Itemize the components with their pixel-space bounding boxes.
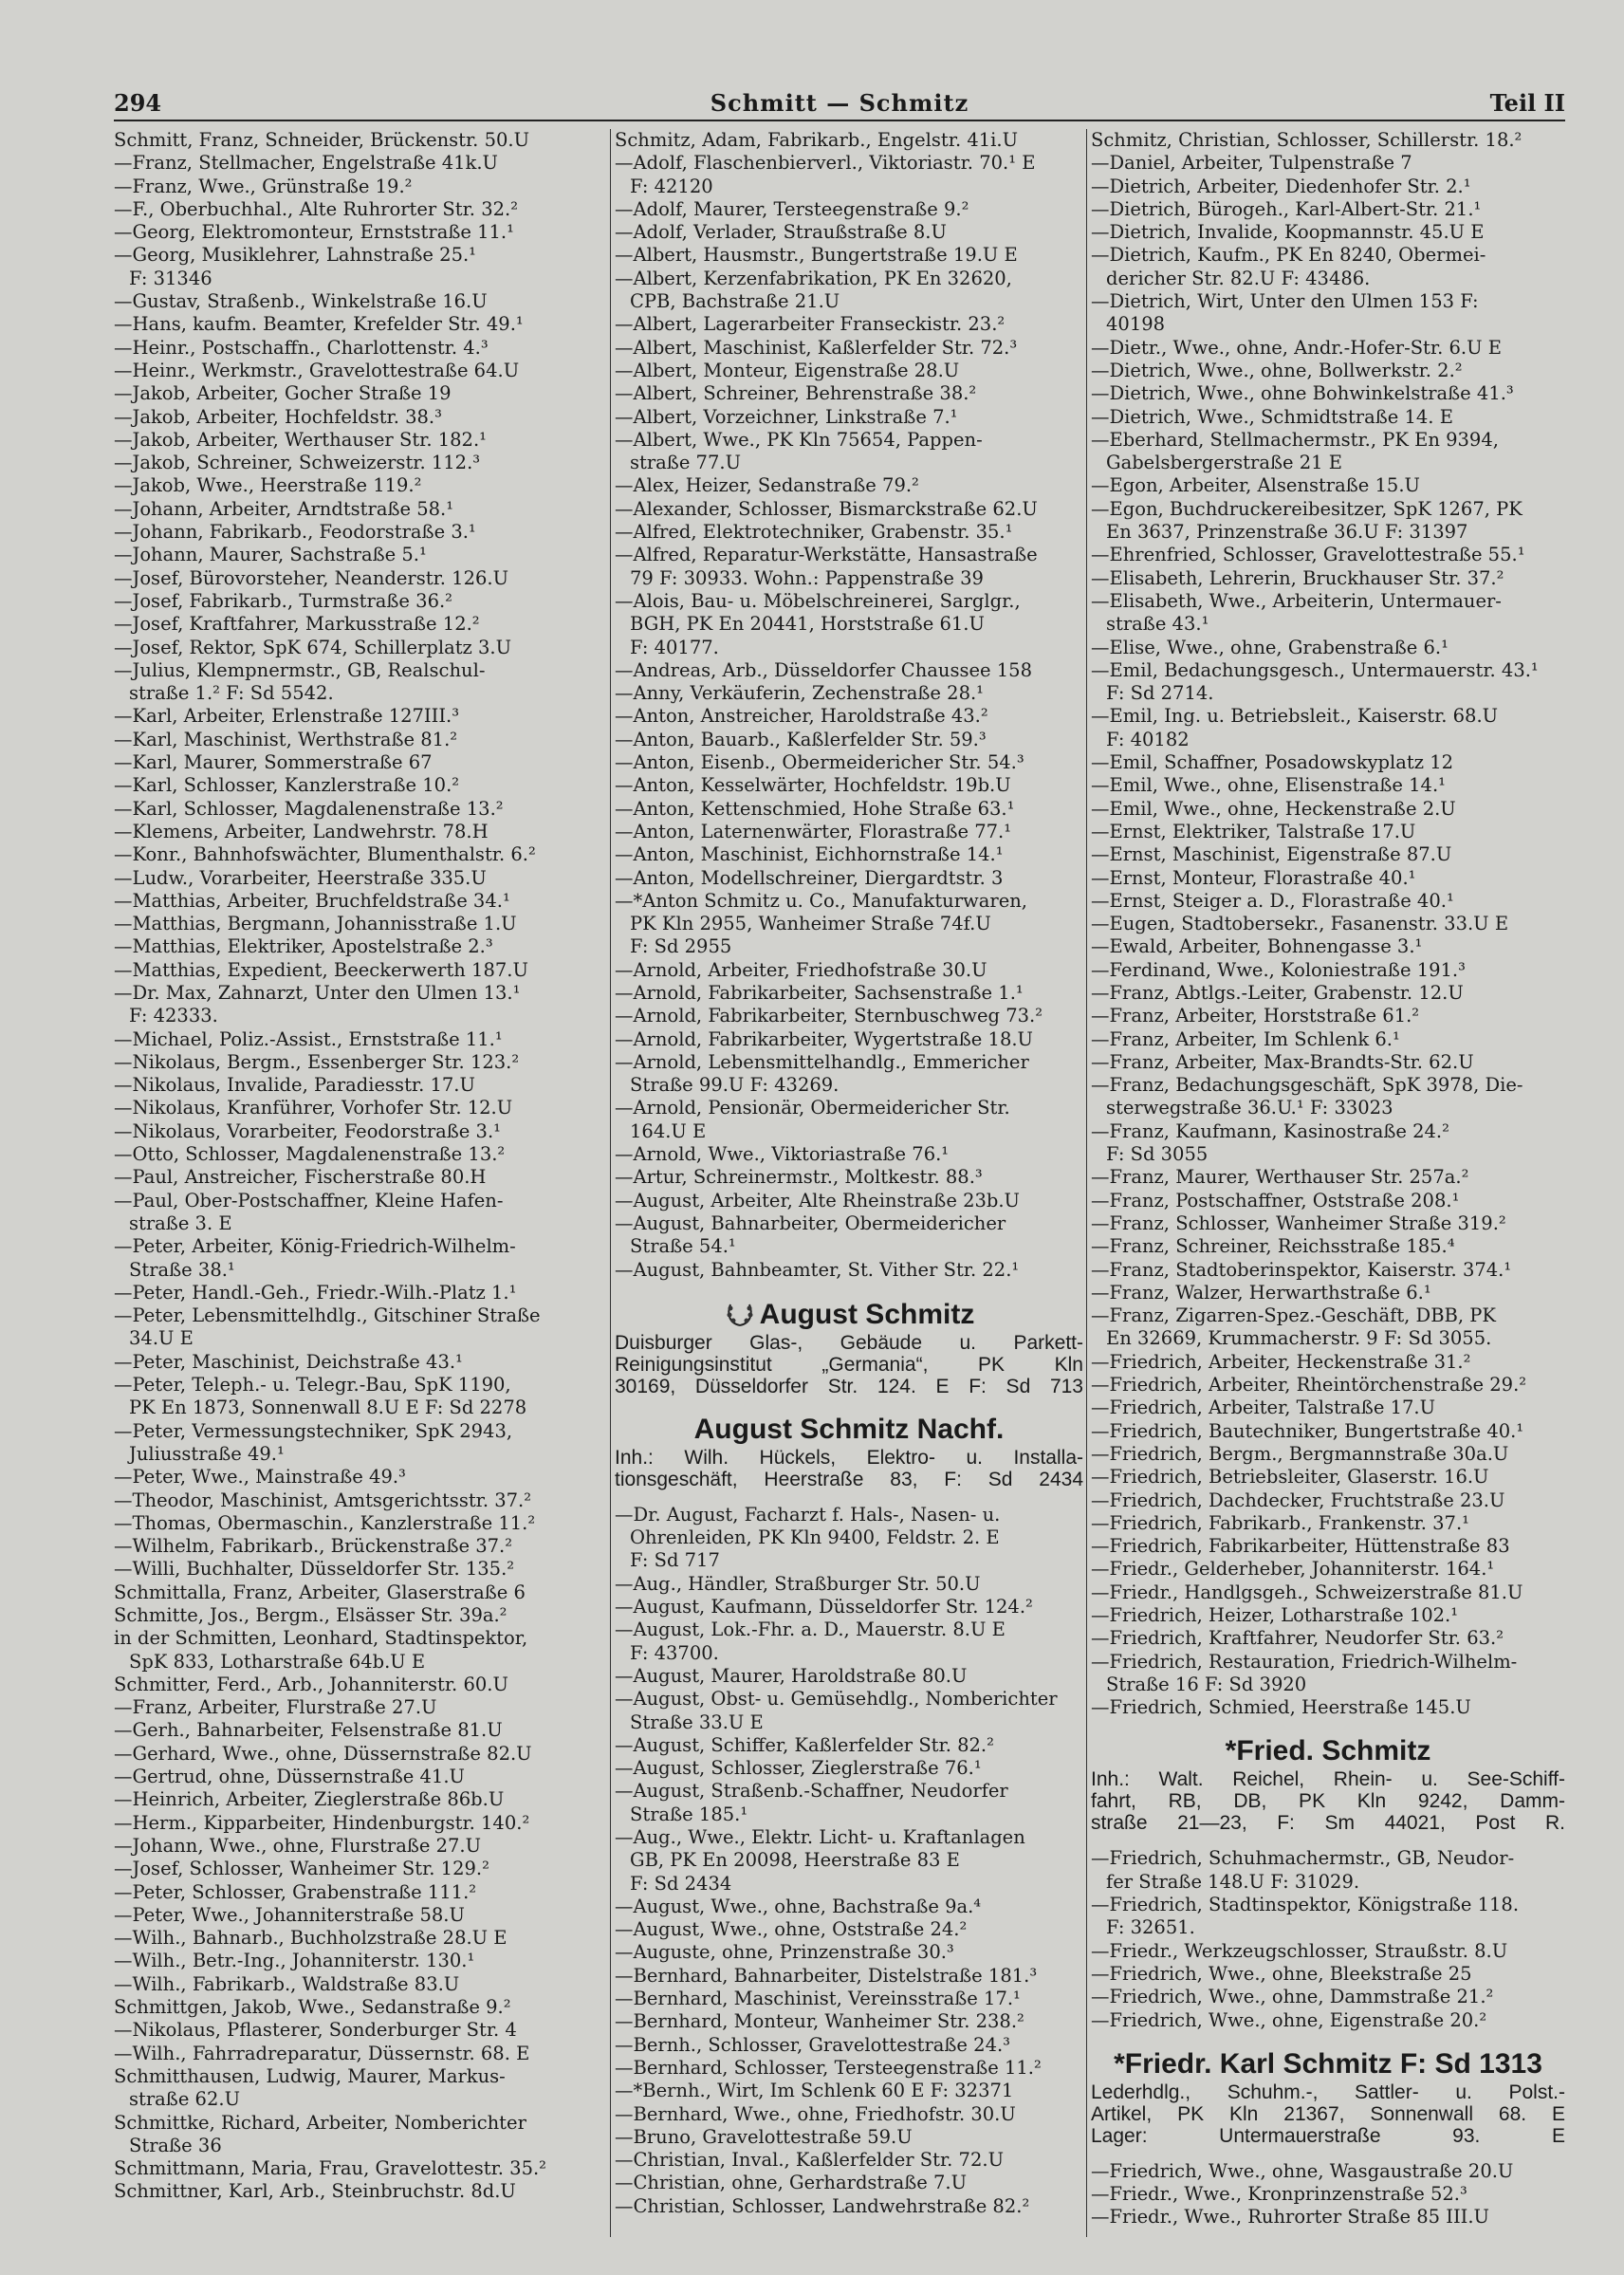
directory-entry: —Peter, Vermessungstechniker, SpK 2943, <box>114 1419 513 1442</box>
directory-entry: —Hans, kaufm. Beamter, Krefelder Str. 49.¹ <box>114 313 524 336</box>
directory-entry: —August, Arbeiter, Alte Rheinstraße 23b.U <box>615 1189 1020 1211</box>
advertisement-title <box>615 1297 1083 1332</box>
directory-entry: —Emil, Schaffner, Posadowskyplatz 12 <box>1091 751 1454 774</box>
directory-entry: —Adolf, Flaschenbierverl., Viktoriastr. 70.¹ E <box>615 152 1036 175</box>
directory-entry: Schmitt, Franz, Schneider, Brückenstr. 50.U <box>114 129 530 151</box>
directory-entry: —Albert, Lagerarbeiter Franseckistr. 23.² <box>615 313 1006 336</box>
directory-entry: —August, Straßenb.-Schaffner, Neudorfer <box>615 1780 1008 1803</box>
directory-entry: —Anton, Kesselwärter, Hochfeldstr. 19b.U <box>615 774 1011 797</box>
directory-entry: —Dr. Max, Zahnarzt, Unter den Ulmen 13.¹ <box>114 981 521 1004</box>
directory-entry: Schmittke, Richard, Arbeiter, Nomberichter <box>114 2111 526 2134</box>
directory-entry: —Josef, Fabrikarb., Turmstraße 36.² <box>114 589 452 612</box>
directory-entry: Schmittalla, Franz, Arbeiter, Glaserstraße 6 <box>114 1581 526 1603</box>
directory-entry: —Karl, Arbeiter, Erlenstraße 127III.³ <box>114 705 460 728</box>
directory-entry: —Friedrich, Schmied, Heerstraße 145.U <box>1091 1696 1471 1719</box>
directory-entry: —Georg, Musiklehrer, Lahnstraße 25.¹ <box>114 244 476 267</box>
directory-entry: —Franz, Wwe., Grünstraße 19.² <box>114 175 413 197</box>
directory-entry: —Emil, Wwe., ohne, Elisenstraße 14.¹ <box>1091 774 1446 797</box>
directory-entry-continuation: Ohrenleiden, PK Kln 9400, Feldstr. 2. E <box>630 1526 1000 1549</box>
directory-entry: —Christian, Schlosser, Landwehrstraße 82.² <box>615 2194 1030 2217</box>
directory-entry: —Peter, Teleph.- u. Telegr.-Bau, SpK 1190, <box>114 1374 511 1396</box>
directory-entry-continuation: F: 40182 <box>1106 728 1190 750</box>
page-header <box>114 87 1565 121</box>
directory-entry: —Aug., Händler, Straßburger Str. 50.U <box>615 1572 981 1595</box>
directory-entry-continuation: F: Sd 2714. <box>1106 682 1214 705</box>
directory-entry: —Alexander, Schlosser, Bismarckstraße 62.U <box>615 497 1038 520</box>
directory-entry: —Emil, Ing. u. Betriebsleit., Kaiserstr. 68.U <box>1091 705 1499 728</box>
directory-entry: —Willi, Buchhalter, Düsseldorfer Str. 135.² <box>114 1558 515 1581</box>
directory-entry: —Elisabeth, Wwe., Arbeiterin, Untermauer- <box>1091 589 1502 612</box>
directory-entry: —Alfred, Elektrotechniker, Grabenstr. 35.¹ <box>615 521 1013 544</box>
directory-entry: —Alex, Heizer, Sedanstraße 79.² <box>615 474 919 497</box>
column-right <box>1091 129 1565 2229</box>
directory-entry: —Albert, Wwe., PK Kln 75654, Pappen- <box>615 428 983 451</box>
directory-entry: Schmitthausen, Ludwig, Maurer, Markus- <box>114 2064 506 2087</box>
directory-entry: —Matthias, Expedient, Beeckerwerth 187.U <box>114 958 528 981</box>
directory-entry: —Paul, Ober-Postschaffner, Kleine Hafen- <box>114 1189 504 1211</box>
directory-entry: —Josef, Schlosser, Wanheimer Str. 129.² <box>114 1858 489 1880</box>
directory-entry: —Friedrich, Kraftfahrer, Neudorfer Str. 63.² <box>1091 1627 1504 1650</box>
directory-entry: —Anton, Maschinist, Eichhornstraße 14.¹ <box>615 843 1004 866</box>
directory-entry: Schmitz, Christian, Schlosser, Schillerstr. 18.² <box>1091 129 1522 151</box>
directory-entry: —Matthias, Bergmann, Johannisstraße 1.U <box>114 913 517 935</box>
directory-entry: —Josef, Bürovorsteher, Neanderstr. 126.U <box>114 566 509 589</box>
directory-entry: —Albert, Vorzeichner, Linkstraße 7.¹ <box>615 405 958 428</box>
directory-entry-continuation: straße 62.U <box>129 2088 240 2111</box>
directory-entry: —Anton, Modellschreiner, Diergardtstr. 3 <box>615 866 1004 889</box>
directory-entry: —Otto, Schlosser, Magdalenenstraße 13.² <box>114 1143 506 1166</box>
advertisement-text: Inh.: Walt. Reichel, Rhein- u. See-Schiff- <box>1091 1768 1565 1791</box>
directory-entry: —Jakob, Schreiner, Schweizerstr. 112.³ <box>114 452 481 474</box>
directory-entry: —Andreas, Arb., Düsseldorfer Chaussee 158 <box>615 658 1032 681</box>
directory-entry-continuation: F: 40177. <box>630 636 719 658</box>
directory-entry: —Albert, Maschinist, Kaßlerfelder Str. 72.³ <box>615 336 1018 359</box>
directory-entry: —F., Oberbuchhal., Alte Ruhrorter Str. 32.² <box>114 197 519 220</box>
directory-entry-continuation: F: Sd 2955 <box>630 935 732 958</box>
directory-entry: —Franz, Zigarren-Spez.-Geschäft, DBB, PK <box>1091 1304 1496 1327</box>
advertisement-spacer <box>615 1490 1083 1504</box>
directory-entry-continuation: Straße 16 F: Sd 3920 <box>1106 1673 1307 1695</box>
directory-entry: —Anny, Verkäuferin, Zechenstraße 28.¹ <box>615 682 985 705</box>
directory-entry: —Franz, Stadtoberinspektor, Kaiserstr. 374.¹ <box>1091 1258 1512 1281</box>
directory-entry: —Friedrich, Heizer, Lotharstraße 102.¹ <box>1091 1604 1459 1626</box>
directory-entry: Schmitter, Ferd., Arb., Johanniterstr. 60.U <box>114 1673 508 1695</box>
directory-entry: —Dietrich, Wwe., ohne Bohwinkelstraße 41.³ <box>1091 382 1514 405</box>
advertisement-title: August Schmitz Nachf. <box>693 1413 1005 1445</box>
advertisement-title: *Friedr. Karl Schmitz F: Sd 1313 <box>1114 2047 1542 2080</box>
advertisement-text: 30169, Düsseldorfer Str. 124. E F: Sd 713 <box>615 1375 1083 1397</box>
directory-entry: —Wilh., Bahnarb., Buchholzstraße 28.U E <box>114 1927 508 1950</box>
directory-entry: —Friedrich, Arbeiter, Rheintörchenstraße 29.² <box>1091 1374 1527 1396</box>
directory-entry: —Alfred, Reparatur-Werkstätte, Hansastraße <box>615 544 1038 566</box>
directory-entry-continuation: GB, PK En 20098, Heerstraße 83 E <box>630 1849 960 1872</box>
directory-entry: —Nikolaus, Invalide, Paradiesstr. 17.U <box>114 1074 475 1097</box>
directory-entry: —Emil, Bedachungsgesch., Untermauerstr. 43.¹ <box>1091 658 1539 681</box>
directory-entry: —Franz, Bedachungsgeschäft, SpK 3978, Die- <box>1091 1074 1523 1097</box>
section-label: Teil II <box>1489 89 1565 117</box>
directory-entry: —Eberhard, Stellmachermstr., PK En 9394, <box>1091 428 1499 451</box>
directory-entry: Schmitz, Adam, Fabrikarb., Engelstr. 41i.U <box>615 129 1019 151</box>
directory-entry: —Franz, Schlosser, Wanheimer Straße 319.² <box>1091 1211 1506 1234</box>
directory-entry: —Dietrich, Invalide, Koopmannstr. 45.U E <box>1091 221 1485 244</box>
directory-entry: —Arnold, Fabrikarbeiter, Sachsenstraße 1.¹ <box>615 981 1024 1004</box>
directory-entry: in der Schmitten, Leonhard, Stadtinspektor, <box>114 1627 528 1650</box>
advertisement-spacer <box>1091 2147 1565 2160</box>
directory-entry: —Nikolaus, Bergm., Essenberger Str. 123.² <box>114 1050 520 1073</box>
directory-entry: —August, Maurer, Haroldstraße 80.U <box>615 1664 968 1687</box>
directory-entry: —Wilh., Fabrikarb., Waldstraße 83.U <box>114 1972 460 1995</box>
directory-entry: —Franz, Stellmacher, Engelstraße 41k.U <box>114 152 498 175</box>
directory-entry-continuation: straße 43.¹ <box>1106 613 1209 636</box>
directory-entry: —Michael, Poliz.-Assist., Ernststraße 11.¹ <box>114 1027 503 1050</box>
directory-entry: —August, Bahnbeamter, St. Vither Str. 22.¹ <box>615 1258 1020 1281</box>
directory-entry-continuation: Straße 54.¹ <box>630 1235 736 1258</box>
directory-entry: —Albert, Kerzenfabrikation, PK En 32620, <box>615 267 1012 289</box>
directory-entry: —August, Lok.-Fhr. a. D., Mauerstr. 8.U E <box>615 1618 1006 1641</box>
directory-entry: —Christian, Inval., Kaßlerfelder Str. 72.U <box>615 2149 1005 2172</box>
directory-entry: —Dr. August, Facharzt f. Hals-, Nasen- u. <box>615 1503 1001 1526</box>
directory-entry-continuation: Straße 33.U E <box>630 1711 764 1733</box>
directory-entry: —Johann, Wwe., ohne, Flurstraße 27.U <box>114 1834 482 1857</box>
directory-entry: —Jakob, Arbeiter, Hochfeldstr. 38.³ <box>114 405 442 428</box>
directory-entry-continuation: Juliusstraße 49.¹ <box>129 1442 285 1465</box>
directory-entry: —Egon, Buchdruckereibesitzer, SpK 1267, PK <box>1091 497 1522 520</box>
directory-entry: —Friedrich, Fabrikarbeiter, Hüttenstraße 83 <box>1091 1535 1510 1558</box>
directory-entry: —Dietrich, Wirt, Unter den Ulmen 153 F: <box>1091 290 1479 313</box>
directory-entry: —Jakob, Arbeiter, Gocher Straße 19 <box>114 382 452 405</box>
directory-entry: —Jakob, Wwe., Heerstraße 119.² <box>114 474 422 497</box>
directory-entry: —Friedr., Werkzeugschlosser, Straußstr. 8.U <box>1091 1939 1508 1962</box>
directory-entry: —Franz, Arbeiter, Flurstraße 27.U <box>114 1696 437 1719</box>
directory-entry-continuation: F: 31346 <box>129 267 212 289</box>
directory-entry: —Peter, Wwe., Mainstraße 49.³ <box>114 1466 406 1489</box>
directory-entry: —Klemens, Arbeiter, Landwehrstr. 78.H <box>114 820 489 842</box>
directory-entry: —Friedrich, Bergm., Bergmannstraße 30a.U <box>1091 1442 1509 1465</box>
directory-entry: —Peter, Maschinist, Deichstraße 43.¹ <box>114 1350 463 1373</box>
directory-entry-continuation: 164.U E <box>630 1119 707 1142</box>
directory-entry: —Alois, Bau- u. Möbelschreinerei, Sarglgr., <box>615 589 1021 612</box>
directory-entry-continuation: Straße 185.¹ <box>630 1803 748 1825</box>
directory-entry: —Konr., Bahnhofswächter, Blumenthalstr. 6.² <box>114 843 536 866</box>
directory-entry: —Matthias, Elektriker, Apostelstraße 2.³ <box>114 935 493 958</box>
directory-entry: —Ehrenfried, Schlosser, Gravelottestraße 55.¹ <box>1091 544 1525 566</box>
directory-entry: —Franz, Arbeiter, Max-Brandts-Str. 62.U <box>1091 1050 1474 1073</box>
directory-entry: —Franz, Arbeiter, Horststraße 61.² <box>1091 1005 1420 1027</box>
advertisement-text: fahrt, RB, DB, PK Kln 9242, Damm- <box>1091 1790 1565 1813</box>
directory-entry: —Peter, Arbeiter, König-Friedrich-Wilhelm- <box>114 1235 516 1258</box>
directory-entry: —Friedrich, Restauration, Friedrich-Wilhelm- <box>1091 1650 1518 1673</box>
directory-entry: —Artur, Schreinermstr., Moltkestr. 88.³ <box>615 1166 983 1189</box>
directory-entry-continuation: SpK 833, Lotharstraße 64b.U E <box>129 1650 426 1673</box>
directory-entry: —Ernst, Elektriker, Talstraße 17.U <box>1091 820 1416 842</box>
directory-entry-continuation: 34.U E <box>129 1327 194 1350</box>
directory-entry-continuation: fer Straße 148.U F: 31029. <box>1106 1870 1360 1893</box>
directory-entry: —Eugen, Stadtobersekr., Fasanenstr. 33.U E <box>1091 913 1509 935</box>
directory-entry: —Dietrich, Kaufm., PK En 8240, Obermei- <box>1091 244 1486 267</box>
directory-entry-continuation: Gabelsbergerstraße 21 E <box>1106 452 1342 474</box>
directory-entry: —Friedrich, Wwe., ohne, Bleekstraße 25 <box>1091 1962 1472 1985</box>
directory-entry: —Friedr., Handlgsgeh., Schweizerstraße 81.U <box>1091 1581 1523 1603</box>
directory-entry: —August, Schlosser, Zieglerstraße 76.¹ <box>615 1757 982 1780</box>
directory-entry: —Karl, Schlosser, Kanzlerstraße 10.² <box>114 774 460 797</box>
directory-entry: —Elisabeth, Lehrerin, Bruckhauser Str. 37.² <box>1091 566 1504 589</box>
directory-entry: —Dietr., Wwe., ohne, Andr.-Hofer-Str. 6.U E <box>1091 336 1502 359</box>
wreath-logo-icon <box>724 1299 760 1330</box>
directory-entry: Schmittmann, Maria, Frau, Gravelottestr. 35.² <box>114 2157 546 2180</box>
directory-entry: —Friedrich, Arbeiter, Heckenstraße 31.² <box>1091 1350 1471 1373</box>
directory-entry: —Johann, Arbeiter, Arndtstraße 58.¹ <box>114 497 454 520</box>
directory-entry-continuation: dericher Str. 82.U F: 43486. <box>1106 267 1371 289</box>
directory-entry: —Dietrich, Wwe., Schmidtstraße 14. E <box>1091 405 1453 428</box>
advertisement-spacer <box>1091 1834 1565 1847</box>
directory-entry: —Wilh., Betr.-Ing., Johanniterstr. 130.¹ <box>114 1950 475 1972</box>
directory-entry: —Albert, Monteur, Eigenstraße 28.U <box>615 359 960 381</box>
directory-entry: —*Bernh., Wirt, Im Schlenk 60 E F: 32371 <box>615 2080 1014 2102</box>
directory-entry: —Karl, Maschinist, Werthstraße 81.² <box>114 728 458 750</box>
directory-entry: —Anton, Kettenschmied, Hohe Straße 63.¹ <box>615 797 1015 820</box>
directory-entry: —Friedrich, Fabrikarb., Frankenstr. 37.¹ <box>1091 1511 1469 1534</box>
page-number: 294 <box>114 89 162 117</box>
directory-entry: —Wilh., Fahrradreparatur, Düssernstr. 68. E <box>114 2042 530 2064</box>
directory-entry: —Franz, Kaufmann, Kasinostraße 24.² <box>1091 1119 1449 1142</box>
directory-entry: —Josef, Kraftfahrer, Markusstraße 12.² <box>114 613 480 636</box>
directory-entry-continuation: PK Kln 2955, Wanheimer Straße 74f.U <box>630 913 991 935</box>
directory-entry: —Friedr., Wwe., Kronprinzenstraße 52.³ <box>1091 2183 1467 2206</box>
directory-entry-continuation: straße 1.² F: Sd 5542. <box>129 682 334 705</box>
directory-entry-continuation: En 32669, Krummacherstr. 9 F: Sd 3055. <box>1106 1327 1492 1350</box>
directory-entry: —Peter, Lebensmittelhdlg., Gitschiner Straße <box>114 1304 541 1327</box>
directory-entry: —Karl, Maurer, Sommerstraße 67 <box>114 751 433 774</box>
directory-entry-continuation: F: 42120 <box>630 175 713 197</box>
directory-entry-continuation: F: 32651. <box>1106 1916 1195 1939</box>
directory-entry: —Auguste, ohne, Prinzenstraße 30.³ <box>615 1941 954 1964</box>
directory-entry: —Josef, Rektor, SpK 674, Schillerplatz 3.U <box>114 636 512 658</box>
directory-entry: —Dietrich, Bürogeh., Karl-Albert-Str. 21.¹ <box>1091 197 1482 220</box>
advertisement-title-text: August Schmitz <box>759 1298 975 1330</box>
directory-entry-continuation: 79 F: 30933. Wohn.: Pappenstraße 39 <box>630 566 984 589</box>
directory-entry: —Heinrich, Arbeiter, Zieglerstraße 86b.U <box>114 1788 505 1811</box>
directory-entry: —Gerhard, Wwe., ohne, Düssernstraße 82.U <box>114 1742 532 1765</box>
directory-entry: —Bernh., Schlosser, Gravelottestraße 24.³ <box>615 2033 1011 2056</box>
directory-entry: —Anton, Eisenb., Obermeidericher Str. 54.³ <box>615 751 1024 774</box>
directory-entry: —Anton, Laternenwärter, Florastraße 77.¹ <box>615 820 1012 842</box>
column-middle <box>615 129 1083 2218</box>
directory-entry-continuation: 40198 <box>1106 313 1166 336</box>
column-divider <box>610 129 611 2237</box>
advertisement-text: Duisburger Glas-, Gebäude u. Parkett- <box>615 1331 1083 1354</box>
directory-entry: —Herm., Kipparbeiter, Hindenburgstr. 140.² <box>114 1811 530 1834</box>
directory-entry: —Friedr., Wwe., Ruhrorter Straße 85 III.U <box>1091 2206 1489 2229</box>
directory-entry: —Arnold, Fabrikarbeiter, Wygertstraße 18.U <box>615 1027 1033 1050</box>
directory-entry: —Ludw., Vorarbeiter, Heerstraße 335.U <box>114 866 487 889</box>
directory-entry: —Jakob, Arbeiter, Werthauser Str. 182.¹ <box>114 428 487 451</box>
directory-entry: —Peter, Handl.-Geh., Friedr.-Wilh.-Platz 1.¹ <box>114 1281 517 1304</box>
directory-entry: —Gustav, Straßenb., Winkelstraße 16.U <box>114 290 488 313</box>
directory-entry-continuation: F: Sd 3055 <box>1106 1143 1209 1166</box>
directory-entry: —Ferdinand, Wwe., Koloniestraße 191.³ <box>1091 958 1466 981</box>
directory-entry: —Bernhard, Maschinist, Vereinsstraße 17.¹ <box>615 1988 1021 2010</box>
directory-entry: —Heinr., Postschaffn., Charlottenstr. 4.³ <box>114 336 489 359</box>
directory-entry: —Nikolaus, Pflasterer, Sonderburger Str. 4 <box>114 2019 517 2042</box>
advertisement-text: straße 21—23, F: Sm 44021, Post R. <box>1091 1812 1565 1835</box>
directory-entry: —Georg, Elektromonteur, Ernststraße 11.¹ <box>114 221 514 244</box>
directory-entry: —Bruno, Gravelottestraße 59.U <box>615 2125 913 2148</box>
directory-entry-continuation: F: 42333. <box>129 1005 218 1027</box>
directory-entry: —Friedr., Gelderheber, Johanniterstr. 164.¹ <box>1091 1558 1495 1581</box>
directory-entry: —Heinr., Werkmstr., Gravelottestraße 64.U <box>114 359 520 381</box>
advertisement-text: Artikel, PK Kln 21367, Sonnenwall 68. E <box>1091 2102 1565 2125</box>
directory-entry: —August, Kaufmann, Düsseldorfer Str. 124.² <box>615 1596 1033 1618</box>
directory-entry-continuation: PK En 1873, Sonnenwall 8.U E F: Sd 2278 <box>129 1396 527 1419</box>
directory-entry: —Arnold, Lebensmittelhandlg., Emmericher <box>615 1050 1029 1073</box>
directory-entry-continuation: F: Sd 717 <box>630 1549 720 1572</box>
directory-entry: —Egon, Arbeiter, Alsenstraße 15.U <box>1091 474 1420 497</box>
directory-entry: —Friedrich, Wwe., ohne, Wasgaustraße 20.U <box>1091 2159 1514 2182</box>
directory-entry: —Gertrud, ohne, Düssernstraße 41.U <box>114 1766 465 1788</box>
directory-entry-continuation: straße 3. E <box>129 1211 232 1234</box>
directory-entry: —Ernst, Maschinist, Eigenstraße 87.U <box>1091 843 1452 866</box>
directory-entry: —Franz, Schreiner, Reichsstraße 185.⁴ <box>1091 1235 1455 1258</box>
directory-entry: —Franz, Maurer, Werthauser Str. 257a.² <box>1091 1166 1469 1189</box>
directory-entry: —Franz, Postschaffner, Oststraße 208.¹ <box>1091 1189 1460 1211</box>
directory-entry: —Albert, Schreiner, Behrenstraße 38.² <box>615 382 977 405</box>
advertisement-title: *Fried. Schmitz <box>1225 1735 1431 1767</box>
directory-entry-continuation: F: Sd 2434 <box>630 1872 732 1895</box>
directory-entry: —Arnold, Pensionär, Obermeidericher Str. <box>615 1097 1010 1119</box>
directory-entry: —Gerh., Bahnarbeiter, Felsenstraße 81.U <box>114 1719 503 1742</box>
directory-entry: —Dietrich, Arbeiter, Diedenhofer Str. 2.¹ <box>1091 175 1471 197</box>
directory-entry-continuation: CPB, Bachstraße 21.U <box>630 290 840 313</box>
directory-entry: Schmitte, Jos., Bergm., Elsässer Str. 39a.² <box>114 1604 508 1626</box>
directory-entry-continuation: Straße 99.U F: 43269. <box>630 1074 840 1097</box>
directory-entry: —Nikolaus, Kranführer, Vorhofer Str. 12.U <box>114 1097 513 1119</box>
directory-entry: —Anton, Bauarb., Kaßlerfelder Str. 59.³ <box>615 728 987 750</box>
directory-entry: —August, Wwe., ohne, Bachstraße 9a.⁴ <box>615 1895 982 1917</box>
directory-entry: —Friedrich, Stadtinspektor, Königstraße 118. <box>1091 1894 1520 1916</box>
directory-entry: —Matthias, Arbeiter, Bruchfeldstraße 34.¹ <box>114 889 510 912</box>
directory-entry-continuation: BGH, PK En 20441, Horststraße 61.U <box>630 613 985 636</box>
directory-entry: —August, Wwe., ohne, Oststraße 24.² <box>615 1918 968 1941</box>
directory-entry: —Friedrich, Wwe., ohne, Dammstraße 21.² <box>1091 1986 1494 2008</box>
directory-entry: —Julius, Klempnermstr., GB, Realschul- <box>114 658 486 681</box>
directory-entry: —Emil, Wwe., ohne, Heckenstraße 2.U <box>1091 797 1456 820</box>
directory-entry: —Johann, Maurer, Sachstraße 5.¹ <box>114 544 427 566</box>
directory-entry-continuation: straße 77.U <box>630 452 741 474</box>
directory-entry: —Albert, Hausmstr., Bungertstraße 19.U E <box>615 244 1018 267</box>
directory-entry: —Daniel, Arbeiter, Tulpenstraße 7 <box>1091 152 1412 175</box>
directory-entry: —Friedrich, Schuhmachermstr., GB, Neudor- <box>1091 1847 1515 1870</box>
directory-entry: —Christian, ohne, Gerhardstraße 7.U <box>615 2172 968 2194</box>
directory-entry: —Dietrich, Wwe., ohne, Bollwerkstr. 2.² <box>1091 359 1463 381</box>
directory-entry: —Adolf, Verlader, Straußstraße 8.U <box>615 221 947 244</box>
directory-entry: —Arnold, Arbeiter, Friedhofstraße 30.U <box>615 958 987 981</box>
directory-entry: —Ernst, Monteur, Florastraße 40.¹ <box>1091 866 1416 889</box>
directory-entry: —Bernhard, Monteur, Wanheimer Str. 238.² <box>615 2010 1024 2033</box>
directory-entry: —Elise, Wwe., ohne, Grabenstraße 6.¹ <box>1091 636 1449 658</box>
directory-entry-continuation: sterwegstraße 36.U.¹ F: 33023 <box>1106 1097 1393 1119</box>
directory-entry-continuation: Straße 38.¹ <box>129 1258 235 1281</box>
directory-entry: —Arnold, Fabrikarbeiter, Sternbuschweg 73.² <box>615 1005 1043 1027</box>
directory-entry: Schmittgen, Jakob, Wwe., Sedanstraße 9.² <box>114 1996 511 2019</box>
directory-entry: —Peter, Wwe., Johanniterstraße 58.U <box>114 1903 465 1926</box>
directory-entry: —Friedrich, Arbeiter, Talstraße 17.U <box>1091 1396 1436 1419</box>
directory-entry: —Friedrich, Dachdecker, Fruchtstraße 23.U <box>1091 1489 1505 1511</box>
directory-entry: —Franz, Arbeiter, Im Schlenk 6.¹ <box>1091 1027 1400 1050</box>
advertisement-text: Lederhdlg., Schuhm.-, Sattler- u. Polst.- <box>1091 2081 1565 2103</box>
directory-entry: —Bernhard, Schlosser, Tersteegenstraße 11.² <box>615 2056 1042 2079</box>
directory-entry-continuation: Straße 36 <box>129 2134 222 2156</box>
advertisement-text: Inh.: Wilh. Hückels, Elektro- u. Installa- <box>615 1446 1083 1469</box>
directory-entry: —Bernhard, Wwe., ohne, Friedhofstr. 30.U <box>615 2102 1016 2125</box>
running-title: Schmitt — Schmitz <box>710 89 969 117</box>
directory-entry: —Karl, Schlosser, Magdalenenstraße 13.² <box>114 797 504 820</box>
directory-entry: —Theodor, Maschinist, Amtsgerichtsstr. 37.² <box>114 1489 532 1511</box>
advertisement-text: Lager: Untermauerstraße 93. E <box>1091 2124 1565 2147</box>
directory-entry: —Wilhelm, Fabrikarb., Brückenstraße 37.² <box>114 1535 513 1558</box>
directory-entry: —August, Obst- u. Gemüsehdlg., Nomberichter <box>615 1688 1058 1711</box>
directory-entry-continuation: En 3637, Prinzenstraße 36.U F: 31397 <box>1106 521 1468 544</box>
directory-entry: —*Anton Schmitz u. Co., Manufakturwaren, <box>615 889 1027 912</box>
directory-entry: —Bernhard, Bahnarbeiter, Distelstraße 181.³ <box>615 1964 1038 1987</box>
directory-entry: Schmittner, Karl, Arb., Steinbruchstr. 8d.U <box>114 2180 516 2203</box>
directory-entry-continuation: F: 43700. <box>630 1641 719 1664</box>
directory-entry: —Arnold, Wwe., Viktoriastraße 76.¹ <box>615 1143 950 1166</box>
directory-entry: —Franz, Abtlgs.-Leiter, Grabenstr. 12.U <box>1091 981 1464 1004</box>
column-left <box>114 129 605 2204</box>
directory-entry: —Thomas, Obermaschin., Kanzlerstraße 11.² <box>114 1511 536 1534</box>
directory-entry: —Friedrich, Wwe., ohne, Eigenstraße 20.² <box>1091 2008 1487 2031</box>
directory-entry: —Franz, Walzer, Herwarthstraße 6.¹ <box>1091 1281 1431 1304</box>
directory-entry: —Nikolaus, Vorarbeiter, Feodorstraße 3.¹ <box>114 1119 501 1142</box>
directory-entry: —Adolf, Maurer, Tersteegenstraße 9.² <box>615 197 969 220</box>
advertisement-text: tionsgeschäft, Heerstraße 83, F: Sd 2434 <box>615 1468 1083 1490</box>
directory-entry: —August, Bahnarbeiter, Obermeidericher <box>615 1211 1006 1234</box>
column-divider <box>1086 129 1087 2237</box>
directory-entry: —Anton, Anstreicher, Haroldstraße 43.² <box>615 705 988 728</box>
directory-entry: —Johann, Fabrikarb., Feodorstraße 3.¹ <box>114 521 476 544</box>
directory-entry: —Friedrich, Betriebsleiter, Glaserstr. 16.U <box>1091 1466 1489 1489</box>
directory-entry: —Peter, Schlosser, Grabenstraße 111.² <box>114 1880 477 1903</box>
advertisement-text: Reinigungsinstitut „Germania“, PK Kln <box>615 1353 1083 1376</box>
directory-entry: —Paul, Anstreicher, Fischerstraße 80.H <box>114 1166 487 1189</box>
directory-entry: —Friedrich, Bautechniker, Bungertstraße 40.¹ <box>1091 1419 1524 1442</box>
directory-entry: —Aug., Wwe., Elektr. Licht- u. Kraftanlagen <box>615 1826 1025 1848</box>
directory-entry: —Ernst, Steiger a. D., Florastraße 40.¹ <box>1091 889 1454 912</box>
directory-entry: —August, Schiffer, Kaßlerfelder Str. 82.² <box>615 1733 994 1756</box>
directory-entry: —Ewald, Arbeiter, Bohnengasse 3.¹ <box>1091 935 1423 958</box>
